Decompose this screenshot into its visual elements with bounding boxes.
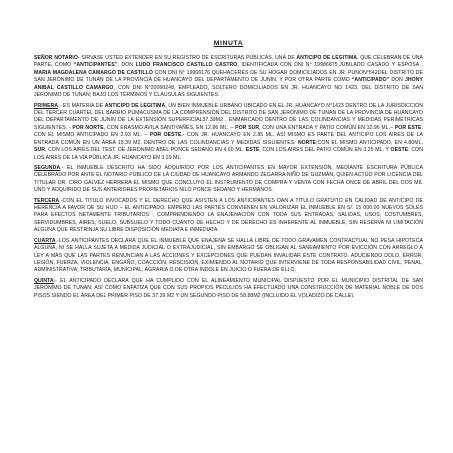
paragraph-quinta xyxy=(34,278,423,300)
bold-text: “ANTICIPADO” xyxy=(351,77,390,84)
bold-text: “ANTICIPANTES” xyxy=(73,62,118,69)
bold-text: POR ESTE xyxy=(394,124,422,131)
bold-text: ESTE xyxy=(245,147,260,154)
bold-text: POR SUR xyxy=(235,124,260,131)
clause-heading: TERCERA xyxy=(34,197,60,204)
body-text: DON xyxy=(389,77,405,84)
paragraph-primera xyxy=(34,103,423,163)
clause-heading: SEGUNDA xyxy=(34,164,61,171)
paragraph-intro xyxy=(34,55,423,100)
body-text: CON DNI N° 19966176 QUEHACERES DE SU HOGAR DOMICILIADOS EN JR. PUNON°542DEL DISTRITO DE SAN JERÓNIMO DE TUNAN DE LA PROVINCIA DE HUANCAYO DEL DEPARTAMENTO DE JUNÍN, Y POR OTRA PARTE COMO xyxy=(34,69,423,84)
paragraph-segunda xyxy=(34,165,423,195)
body-text: .- EL INMUEBLE DESCRITO HA SIDO ADQUIRIDO POR LOS ANTICIPANTES EN MAYOR EXTENSIÓN, MEDIANTE ESCRITURA PÚBLICA CELEBRADO POR ANTE EL NOTARIO PÚBLICO DE LA CIUDAD DE HUANCAYO ARMANDO ZEGARRA NIÑO DE GUZMÁN, QUIEN ACTÚO POR LICENCIA DEL TITULAR DR. CIRO GÁLVEZ HERRERA EL MISMO QUE CONCLUYO EL INSTRUMENTO DE COMPRA Y VENTA CON FECHA ONCE DE ABRIL DEL DOS MIL UNO Y ADQUIRIDO DE SUS ANTERIORES PROPIETARIOS NILO PONCE SEDANO Y HERMANOS. xyxy=(34,164,423,194)
clause-heading: CUARTA xyxy=(34,237,56,244)
bold-text: JHONY ANIBAL CASTILLO CAMARGO xyxy=(34,77,423,91)
paragraph-tercera xyxy=(34,198,423,235)
document-title: MINUTA xyxy=(213,40,244,47)
bold-text: MARIA MAGDALENA CAMARGO DE CASTILLO xyxy=(34,69,153,76)
body-text: .- CON JR. HUANCAYO EN 2.85 ML. ASÍ MISMO ES PARTE DEL ANTICIPO LOS AIRES DE LA ENTRADA COMÚN EN UN ÁREA 15.39 M2. DENTRO DE LAS COLINDANCIAS Y MEDIDAS SIGUIENTES: xyxy=(34,132,423,146)
body-text: .- ES MATERIA DE xyxy=(58,102,105,109)
body-text: , CON EL MISMO ANTICIPADO EN 2.93 ML. – xyxy=(34,124,424,139)
body-text: , UN BIEN INMUEBLE URBANO UBICADO EN EL JR. HUANCAYO N°1423 DENTRO DE LA JURISDICCIÓN DEL TERCER CUARTEL DEL BARRIO PUMACUSMA DE LA COMPRENSIÓN DEL DISTRITO DE SAN JERÓNIMO DE TUNAN DE LA PROVINCIA DE HUANCAYO DEL DEPARTAMENTO DE JUNÍN DE LA EXTENSIÓN SUPERFICIAL37.39M2 . ENMARCADO DENTRO DE LAS COLINDANCIAS Y MEDIDAS PERIMÉTRICAS SIGUIENTES: - xyxy=(34,102,423,131)
paragraph-cuarta xyxy=(34,238,423,275)
body-text: .-LOS ANTICIPANTES DECLARA QUE EL INMUEBLE QUE ENAJENA SE HALLA LIBRE DE TODO GRAVAMEN CONTRACTUAL NO PESA HIPOTECA ALGUNA, NI SE HALLA SUJETA A MEDIDA JUDICIAL O EXTRAJUDICIAL, SIN EMBARGO SE OBLIGAN AL SANEAMIENTO POR EVICCIÓN CON ARREGLO A LEY A MÁS QUE LAS PARTES RENUNCIAN A LAS ACCIONES Y EXCEPCIONES QUE PUEDAN INVALIDAR ESTE CONTRATO. ADUCIENDO DOLO, ERROR, LESIÓN, FUERZA, VIOLENCIA, ENGAÑO, COACCIÓN, RESCISIÓN, EXIMIENDO AL NOTARIO QUE INTERVIENE DE TODA RESPONSABILIDAD CIVIL, PENAL, ADMINISTRATIVA, TRIBUTARIA, MUNICIPAL, AGRARIA O DE OTRA ÍNDOLE EN JUICIO O FUERA DE ELLO. xyxy=(34,237,423,274)
bold-text: POR OESTE xyxy=(149,132,182,139)
body-text: , CON LOS AIRES DEL PATIO COMÚN EN 3.25 ML. Y xyxy=(259,147,391,154)
bold-text: NORTE xyxy=(297,139,317,146)
body-text: - SIRVASE USTED EXTENDER EN SU REGISTRO DE ESCRITURAS PÚBLICAS, UNA DE xyxy=(77,55,297,61)
body-text: , DON xyxy=(117,62,136,69)
bold-text: POR NORTE xyxy=(72,124,104,131)
bold-text: OESTE xyxy=(390,147,409,154)
bold-text: LUDO FRANCISCO CASTILLO CASTRO xyxy=(135,62,238,69)
body-text: , QUE CELEBRAN DE UNA PARTE, COMO xyxy=(34,55,423,69)
body-text: , CON ERASMO AVILA SANTIVAÑES, EN 12.96 ML. – xyxy=(103,124,236,131)
body-text: , CON LOS AIRES DEL TEST. DE JERONIMO ABEL PONCE SEDANO EN 4.60 ML. xyxy=(45,147,246,154)
body-text: :CON EL MISMO ANTICIPADO, EN 4.80ML. xyxy=(316,139,423,146)
body-text: , CON DNI N°20060248, EMPLEADO, SOLTERO DOMICILIADOS EN JR. HUANCAYO NO 1423, DEL DISTRITO DE SAN JERÓNIMO DE TUNAN; BAJO LOS TÉRMINOS Y CLÁUSULAS SIGUIENTES. xyxy=(34,84,423,99)
body-text: : CON LOS AIRES DE LA VÍA PÚBLICA JR. HUANCAYO EN 3.29 ML. xyxy=(34,147,423,161)
bold-text: ANTICIPO DE LEGITIMA xyxy=(104,102,166,109)
body-text: , CON UNA ENTRADA Y PATIO COMÚN EN 12.96 ML.– xyxy=(259,124,395,131)
body-text: .- EL ANTICIPADO DECLARA QUE HA CUMPLIDO CON EL ALINEAMIENTO MUNICIPAL DISPUESTO POR EL MUNICIPIO DISTRITAL DE SAN JERÓNIMO DE TUNAN; ASÍ COMO ENFATIZA QUE CON SUS PROPIOS PECULIOS HA EFECTUADO UNA CONSTRUCCIÓN DE MATERIAL NOBLE DE DOS PISOS SIENDO EL ÁREA DEL PRIMER PISO DE 37.39 M2 Y UN SEGUNDO PISO DE 58.88M2 (INCLUIDO EL VOLADIZO DE CALLE). xyxy=(34,277,423,299)
body-text: , IDENTIFICADA CON DNI N° 19986875,JUBILADO CASADO Y ESPOSA , xyxy=(237,62,423,69)
bold-text: SUR xyxy=(34,147,46,154)
bold-text: ANTICIPO DE LEGITIMA xyxy=(296,55,358,61)
body-text: .-CON EL TITULO INVOCADOS Y EL DERECHO QUE ASISTEN A LOS ANTICIPANTES DAN A TÍTULO GRATUITO EN CALIDAD DE ANTICIPO DE HERENCIA A FAVOR DE SU HIJO – EL ANTICIPADO, EMPERO LAS PARTES CONVIENEN EN VALORIZAR EL INMUEBLE EN S/. 15 000.00 NUEVOS SOLES PARA EFECTOS NETAMENTE TRIBUTARIOS ; COMPRENDIENDO LA ENAJENACIÓN CON TODA SUS ENTRADAS, SALIDAS, USOS, COSTUMBRES, SERVIDUMBRES, AIRES, SUELO, SUBSUELO Y TODO CUANTO DE HECHO Y DE DERECHO ES INHERENTE AL INMUEBLE, SIN RESERVA NI LIMITACIÓN ALGUNA QUE RESTRINJA SU LIBRE DISPOSICIÓN MEDIATA E INMEDIATA. xyxy=(34,197,423,234)
clause-heading: PRIMERA xyxy=(34,102,59,109)
bold-text: SEÑOR NOTARIO xyxy=(34,55,78,61)
clause-heading: QUINTA xyxy=(34,277,54,284)
